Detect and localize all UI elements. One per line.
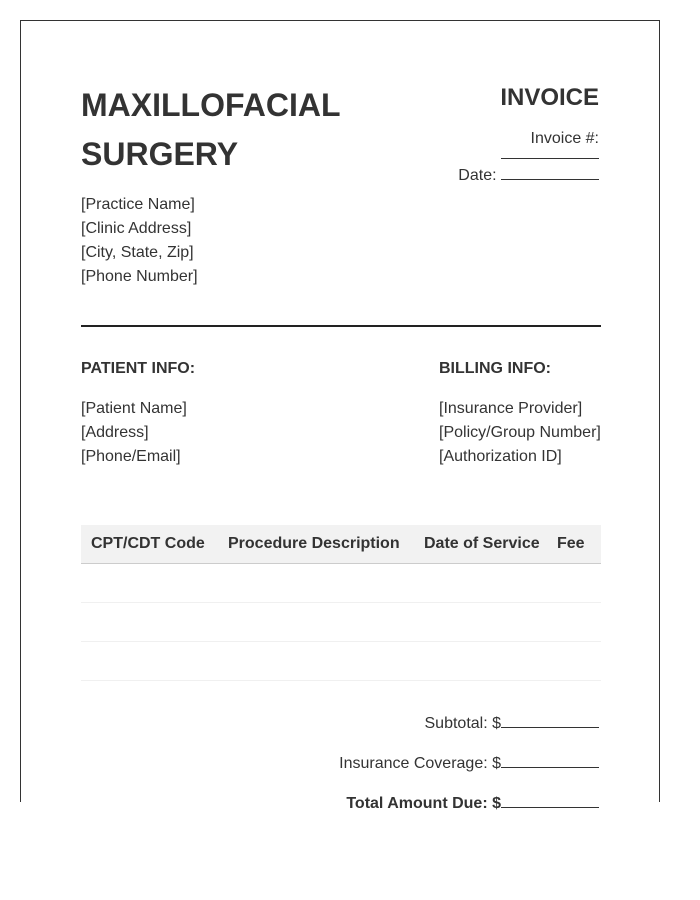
- table-row[interactable]: [81, 603, 601, 642]
- phone-number: [Phone Number]: [81, 268, 198, 285]
- subtotal-label: Subtotal: $: [424, 715, 501, 732]
- column-header-description: Procedure Description: [228, 535, 400, 552]
- patient-name: [Patient Name]: [81, 400, 187, 417]
- total-due-row: [199, 793, 599, 814]
- invoice-title: INVOICE: [500, 84, 599, 111]
- total-due-field[interactable]: [501, 793, 599, 808]
- city-state-zip: [City, State, Zip]: [81, 244, 194, 261]
- invoice-date-label: Date:: [458, 167, 497, 184]
- billing-info-heading: BILLING INFO:: [439, 360, 551, 377]
- invoice-date-field[interactable]: [501, 165, 599, 180]
- table-row[interactable]: [81, 642, 601, 681]
- invoice-header: [399, 83, 599, 186]
- column-header-code: CPT/CDT Code: [91, 535, 205, 552]
- clinic-address: [Clinic Address]: [81, 220, 192, 237]
- patient-info-heading: PATIENT INFO:: [81, 360, 196, 377]
- patient-info: [81, 397, 187, 469]
- table-header: [81, 525, 601, 564]
- invoice-number-field[interactable]: [501, 157, 599, 159]
- insurance-coverage-label: Insurance Coverage: $: [339, 755, 501, 772]
- insurance-coverage-field[interactable]: [501, 753, 599, 768]
- header-divider: [81, 325, 601, 327]
- total-due-label: Total Amount Due: $: [346, 795, 501, 812]
- subtotal-field[interactable]: [501, 713, 599, 728]
- practice-name: [Practice Name]: [81, 196, 195, 213]
- table-row[interactable]: [81, 564, 601, 603]
- billing-info: [439, 397, 601, 469]
- insurance-coverage-row: [199, 753, 599, 774]
- patient-address: [Address]: [81, 424, 149, 441]
- column-header-date: Date of Service: [424, 535, 540, 552]
- column-header-fee: Fee: [557, 535, 585, 552]
- practice-info: [81, 193, 198, 289]
- invoice-number-label: Invoice #:: [530, 130, 599, 147]
- authorization-id: [Authorization ID]: [439, 448, 562, 465]
- invoice-date-row: [399, 165, 599, 186]
- practice-title: MAXILLOFACIAL SURGERY: [81, 87, 340, 172]
- services-table: [81, 525, 601, 681]
- invoice-page: [20, 20, 660, 812]
- patient-contact: [Phone/Email]: [81, 448, 181, 465]
- policy-group-number: [Policy/Group Number]: [439, 424, 601, 441]
- insurance-provider: [Insurance Provider]: [439, 400, 583, 417]
- subtotal-row: [199, 713, 599, 734]
